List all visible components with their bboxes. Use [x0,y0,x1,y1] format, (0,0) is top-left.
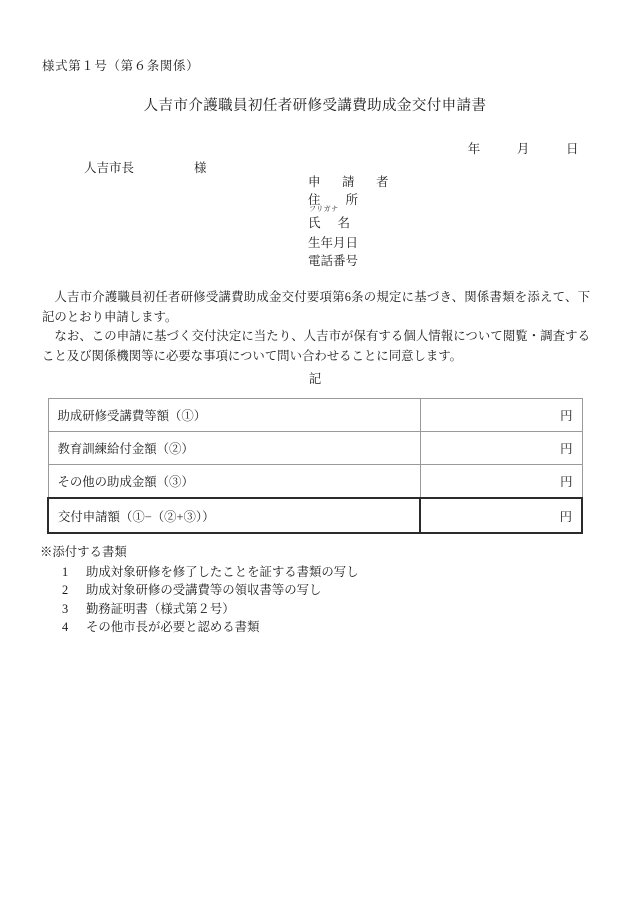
addressee-honorific: 様 [194,161,207,175]
ki-marker: 記 [308,372,322,386]
page-title: 人吉市介護職員初任者研修受講費助成金交付申請書 [143,98,487,114]
amount-value[interactable] [420,399,582,432]
attachments-section [40,543,359,637]
list-item-number: 1 [62,564,69,579]
list-item-number: 2 [62,583,69,597]
applicant-heading: 申 請 者 [308,175,394,189]
list-item-text: その他市長が必要と認める書類 [86,620,260,634]
applicant-phone-label: 電話番号 [308,253,359,268]
applicant-name-label: 氏 名 [308,216,351,230]
applicant-address-label: 住 所 [308,192,359,207]
body-paragraph-1: 人吉市介護職員初任者研修受講費助成金交付要項第6条の規定に基づき、関係書類を添えて、下記のとおり申請します。 [42,290,590,324]
list-item-number: 3 [62,601,69,616]
amount-label: その他の助成金額（③） [48,465,420,499]
addressee [84,158,207,176]
addressee-name: 人吉市長 [84,161,135,175]
table-row [48,465,582,499]
month-label: 月 [516,142,530,156]
furigana-label: フリガナ [309,205,339,213]
list-item-text: 助成対象研修を修了したことを証する書類の写し [86,564,359,579]
body-paragraph-2: なお、この申請に基づく交付決定に当たり、人吉市が保有する個人情報について閲覧・調査すること及び関係機関等に必要な事項について問い合わせることに同意します。 [42,329,590,363]
list-item [40,600,359,619]
body-text [42,288,590,366]
currency-unit: 円 [559,509,572,524]
day-label: 日 [566,142,579,156]
amount-value[interactable] [420,432,582,465]
date-line [0,139,580,157]
list-item [40,618,359,637]
list-item [40,581,359,600]
amount-table [47,398,583,534]
list-item [40,563,359,582]
amount-value-total[interactable] [420,498,582,533]
applicant-birthdate-label: 生年月日 [308,236,359,250]
applicant-name-row [308,205,393,235]
currency-unit: 円 [560,409,573,423]
table-row-total [48,498,582,533]
list-item-text: 勤務証明書（様式第２号） [86,601,235,616]
currency-unit: 円 [560,442,573,456]
attachments-title: ※添付する書類 [40,545,127,559]
amount-value[interactable] [420,465,582,499]
amount-label: 助成研修受講費等額（①） [48,399,420,432]
amount-label: 教育訓練給付金額（②） [48,432,420,465]
form-number: 様式第１号（第６条関係） [42,59,200,73]
table-row [48,432,582,465]
applicant-block [308,174,393,270]
table-row [48,399,582,432]
currency-unit: 円 [560,475,573,489]
year-label: 年 [467,142,481,156]
list-item-text: 助成対象研修の受講費等の領収書等の写し [86,583,322,597]
attachments-list [40,563,359,637]
amount-label-total: 交付申請額（①−（②+③）） [48,498,420,533]
list-item-number: 4 [62,620,69,634]
